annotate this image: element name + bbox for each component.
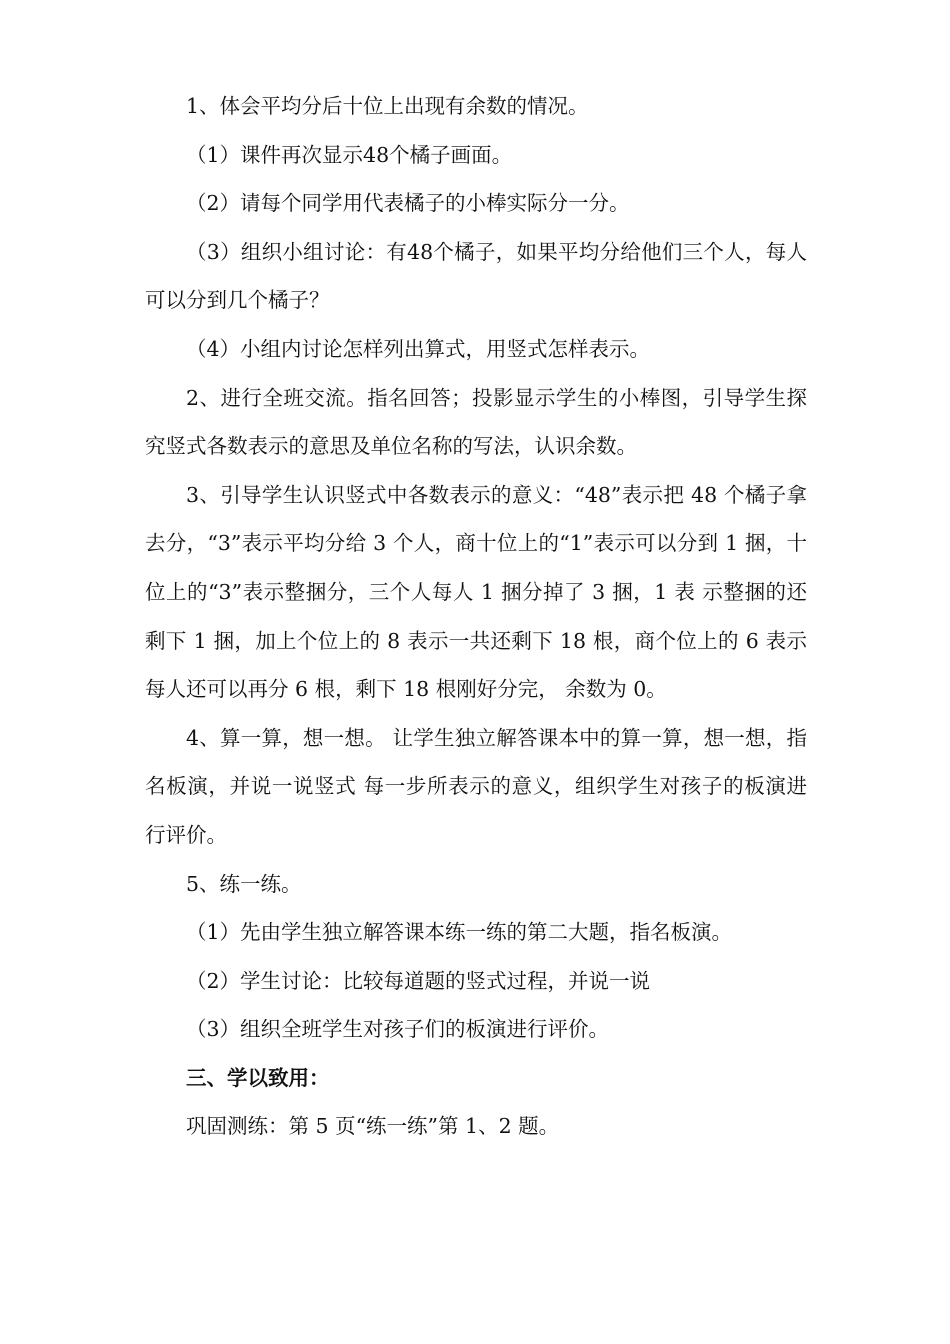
paragraph-3: （2）请每个同学用代表橘子的小棒实际分一分。 bbox=[186, 191, 630, 216]
paragraph-11: （2）学生讨论：比较每道题的竖式过程，并说一说 bbox=[186, 968, 651, 993]
section-heading: 三、学以致用： bbox=[186, 1065, 330, 1090]
paragraph-9: 5、练一练。 bbox=[186, 871, 302, 896]
paragraph-7: 3、引导学生认识竖式中各数表示的意义：“48”表示把 48 个橘子拿去分，“3”表示平均分给 3 个人，商十位上的“1”表示可以分到 1 捆，十位上的“3”表示整捆分，三个人每人 1 捆分掉了 3 捆，1 表 示整捆的还剩下 1 捆，加上个位上的 8 表示一共还剩下 18 根，商个位上的 6 表示每人还可以再分 6 根，剩下 18 根刚好分完， 余数为 0。 bbox=[145, 482, 807, 702]
paragraph-6: 2、进行全班交流。指名回答；投影显示学生的小棒图，引导学生探究竖式各数表示的意思及单位名称的写法，认识余数。 bbox=[145, 385, 807, 459]
paragraph-2: （1）课件再次显示48个橘子画面。 bbox=[186, 142, 513, 167]
document-body bbox=[145, 82, 807, 1151]
paragraph-10: （1）先由学生独立解答课本练一练的第二大题，指名板演。 bbox=[186, 920, 733, 945]
paragraph-14: 巩固测练：第 5 页“练一练”第 1、2 题。 bbox=[186, 1114, 560, 1139]
paragraph-8: 4、算一算，想一想。 让学生独立解答课本中的算一算，想一想，指名板演，并说一说竖式 每一步所表示的意义，组织学生对孩子的板演进行评价。 bbox=[145, 725, 807, 847]
paragraph-1: 1、体会平均分后十位上出现有余数的情况。 bbox=[186, 94, 589, 118]
paragraph-4: （3）组织小组讨论：有48个橘子，如果平均分给他们三个人，每人可以分到几个橘子？ bbox=[145, 239, 807, 313]
paragraph-5: （4）小组内讨论怎样列出算式，用竖式怎样表示。 bbox=[186, 336, 651, 361]
paragraph-12: （3）组织全班学生对孩子们的板演进行评价。 bbox=[186, 1017, 610, 1042]
